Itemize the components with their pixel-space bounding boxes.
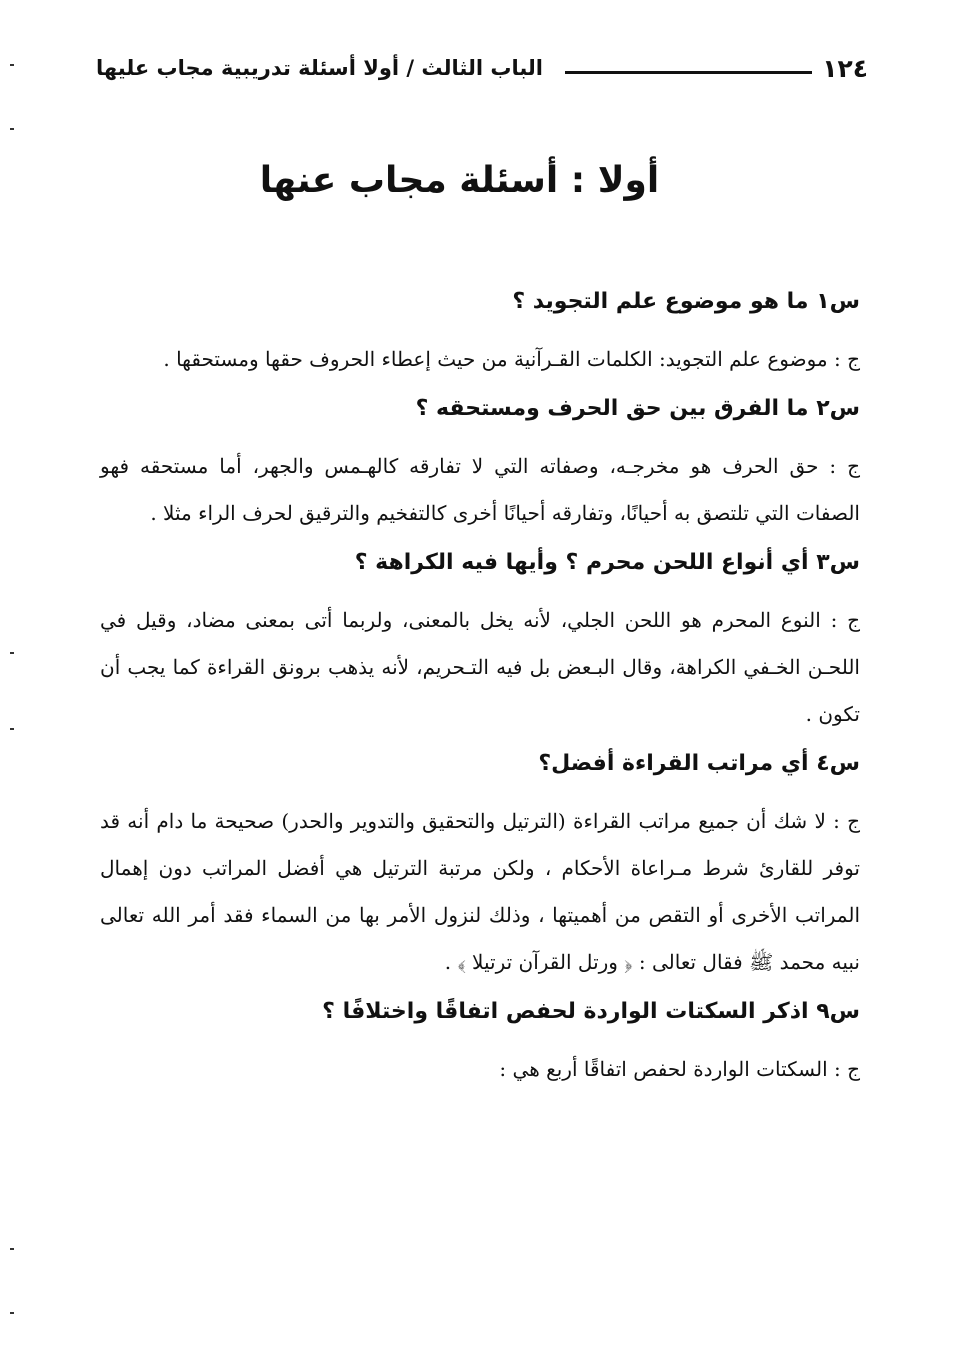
answer: ج : النوع المحرم هو اللحن الجلي، لأنه يخل بالمعنى، ولربما أتى بمعنى مضاد، وقيل في اللحـن الخـفي الكراهة، وقال البـعض بل فيه التـحريم، لأنه يذهب برونق القراءة كما يجب أن تكون . [100, 608, 860, 726]
answer: ج : موضوع علم التجويد: الكلمات القـرآنية من حيث إعطاء الحروف حقها ومستحقها . [163, 347, 860, 371]
scan-speck [10, 728, 14, 730]
answer: ج : لا شك أن جميع مراتب القراءة (الترتيل والتحقيق والتدوير والحدر) صحيحة ما دام أنه قد توفر للقارئ شرط مـراعاة الأحكام ، ولكن مرتبة الترتيل هي أفضل المراتب دون إهمال المراتب الأخرى أو التقص من أهميتها ، وذلك لنزول الأمر بها من السماء فقد أمر الله تعالى نبيه محمد ﷺ فقال تعالى : ﴿ ورتل القرآن ترتيلا ﴾ . [100, 809, 860, 974]
qa-item [100, 389, 860, 537]
qa-item [100, 744, 860, 986]
question: س١ ما هو موضوع علم التجويد ؟ [512, 289, 860, 314]
question: س٤ أي مراتب القراءة أفضل؟ [538, 751, 860, 776]
running-head: الباب الثالث / أولا أسئلة تدريبية مجاب عليها [96, 56, 543, 80]
answer: ج : حق الحرف هو مخرجـه، وصفاته التي لا تفارقه كالهـمس والجهر، أما مستحقه فهو الصفات التي تلتصق به أحيانًا، وتفارقه أحيانًا أخرى كالتفخيم والترقيق لحرف الراء مثلا . [100, 454, 860, 525]
qa-item [100, 282, 860, 383]
question: س٩ اذكر السكتات الواردة لحفص اتفاقًا واختلافًا ؟ [322, 999, 860, 1024]
qa-list [100, 282, 860, 1099]
running-header [96, 48, 868, 88]
scan-speck [10, 652, 14, 654]
answer: ج : السكتات الواردة لحفص اتفاقًا أربع هي : [499, 1057, 860, 1081]
section-title: أولا : أسئلة مجاب عنها [259, 160, 660, 201]
scan-speck [10, 1312, 14, 1314]
scan-speck [10, 1248, 14, 1250]
scan-speck [10, 64, 14, 66]
header-rule [565, 71, 812, 74]
qa-item [100, 543, 860, 738]
page-number: ١٢٤ [822, 53, 868, 83]
scan-speck [10, 128, 14, 130]
question: س٣ أي أنواع اللحن محرم ؟ وأيها فيه الكراهة ؟ [354, 550, 860, 575]
question: س٢ ما الفرق بين حق الحرف ومستحقه ؟ [415, 396, 860, 421]
qa-item [100, 992, 860, 1093]
